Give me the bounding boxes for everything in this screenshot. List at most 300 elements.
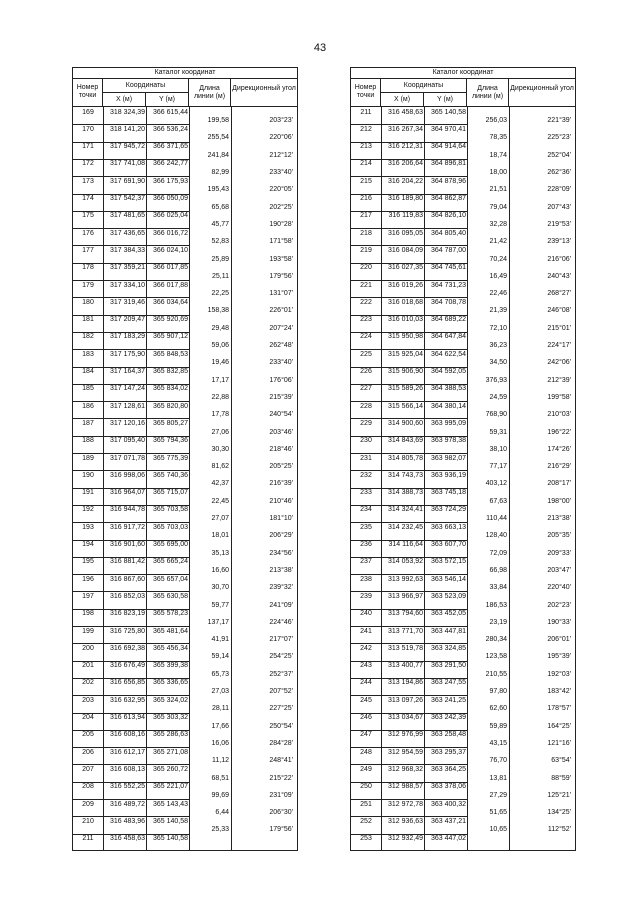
coord-x: 314 805,78: [387, 454, 423, 462]
catalog-body: [350, 107, 576, 851]
line-length: 19,46: [211, 359, 229, 367]
point-number: 225: [360, 350, 372, 358]
coord-x: 317 319,46: [109, 298, 145, 306]
coord-y: 366 371,65: [152, 143, 188, 151]
coord-y: 364 689,22: [430, 316, 466, 324]
line-length: 6,44: [215, 809, 229, 817]
direction-angle: 134°25': [547, 809, 571, 817]
coord-y: 365 695,00: [152, 541, 188, 548]
direction-angle: 220°40': [547, 584, 571, 592]
coord-y: 364 787,00: [430, 246, 466, 254]
coord-x: 316 018,68: [387, 298, 423, 306]
direction-angle: 195°39': [547, 653, 571, 661]
point-number: 181: [82, 316, 94, 324]
point-number: 213: [360, 143, 372, 151]
point-number: 241: [360, 627, 372, 635]
coord-y: 364 592,05: [430, 368, 466, 375]
line-length: 18,01: [211, 532, 229, 540]
point-number: 192: [82, 506, 94, 514]
point-number: 208: [82, 783, 94, 791]
coord-x: 316 725,80: [109, 627, 145, 635]
coord-y: 364 878,96: [430, 177, 466, 185]
coord-x: 316 852,03: [109, 592, 145, 600]
coord-y: 365 271,08: [152, 748, 188, 756]
direction-angle: 240°43': [547, 272, 571, 280]
direction-angle: 262°48': [269, 342, 293, 350]
coordinate-catalog-right: [350, 67, 576, 851]
point-number: 173: [82, 177, 94, 185]
coord-x: 316 204,22: [387, 177, 423, 185]
point-number: 221: [360, 281, 372, 289]
point-number: 222: [360, 298, 372, 306]
direction-angle: 207°24': [269, 324, 293, 332]
header-x: X (м): [381, 93, 424, 107]
line-length: 22,46: [489, 290, 507, 298]
line-length: 41,91: [211, 636, 229, 644]
direction-angle: 112°52': [547, 826, 571, 834]
coord-x: 312 968,32: [387, 765, 423, 773]
coord-y: 363 745,18: [430, 489, 466, 497]
direction-angle: 174°26': [547, 445, 571, 453]
header-y: Y (м): [146, 93, 189, 107]
coord-y: 366 016,72: [152, 229, 188, 237]
coord-x: 317 128,61: [109, 402, 145, 410]
point-number: 231: [360, 454, 372, 462]
coord-y: 364 388,53: [430, 385, 466, 393]
point-number: 190: [82, 471, 94, 479]
coord-x: 316 267,34: [387, 125, 423, 133]
coord-y: 365 907,12: [152, 333, 188, 341]
coord-y: 366 536,24: [152, 125, 188, 133]
coord-y: 365 140,58: [152, 817, 188, 825]
direction-angle: 131°07': [269, 290, 293, 298]
coord-y: 364 970,41: [430, 125, 466, 133]
coord-y: 365 221,07: [152, 783, 188, 791]
catalog-body: [72, 107, 298, 851]
point-number: 246: [360, 714, 372, 721]
point-number: 228: [360, 402, 372, 410]
coord-x: 316 095,05: [387, 229, 423, 237]
line-length: 29,48: [211, 324, 229, 332]
coord-y: 363 324,85: [430, 644, 466, 652]
coord-x: 314 843,69: [387, 437, 423, 445]
coord-x: 316 901,60: [109, 541, 145, 548]
point-number: 236: [360, 541, 372, 548]
coord-x: 314 388,73: [387, 489, 423, 497]
line-length: 27,07: [211, 515, 229, 523]
line-length: 70,24: [489, 255, 507, 263]
coord-y: 365 775,39: [152, 454, 188, 462]
coord-x: 314 116,64: [388, 541, 423, 548]
line-length: 403,12: [485, 480, 507, 488]
line-length: 280,34: [485, 636, 507, 644]
direction-angle: 63°54': [551, 757, 571, 765]
coord-y: 366 050,09: [152, 195, 188, 202]
coord-y: 363 295,37: [430, 748, 466, 756]
direction-angle: 250°54': [269, 722, 293, 730]
line-length: 27,03: [211, 688, 229, 696]
point-number: 218: [360, 229, 372, 237]
coord-x: 317 095,40: [109, 437, 145, 445]
direction-angle: 209°33': [547, 549, 571, 557]
coord-x: 316 917,72: [109, 523, 145, 531]
point-number: 174: [82, 195, 94, 202]
coord-y: 365 794,36: [152, 437, 188, 445]
direction-angle: 254°25': [269, 653, 293, 661]
direction-angle: 203°47': [547, 566, 571, 574]
line-length: 34,50: [489, 359, 507, 367]
coord-y: 365 834,02: [152, 385, 188, 393]
point-number: 204: [82, 714, 94, 721]
point-number: 212: [360, 125, 372, 133]
line-length: 79,04: [489, 203, 507, 211]
line-length: 65,73: [211, 670, 229, 678]
line-length: 17,78: [211, 411, 229, 419]
line-length: 22,45: [211, 497, 229, 505]
point-number: 251: [360, 800, 372, 808]
coord-x: 313 519,78: [387, 644, 423, 652]
coord-x: 315 950,98: [387, 333, 423, 341]
header-x: X (м): [103, 93, 146, 107]
direction-angle: 212°12': [269, 151, 293, 159]
direction-angle: 202°23': [547, 601, 571, 609]
point-number: 252: [360, 817, 372, 825]
coord-x: 312 972,78: [387, 800, 423, 808]
line-length: 82,99: [211, 169, 229, 177]
direction-angle: 219°53': [547, 220, 571, 228]
point-number: 215: [360, 177, 372, 185]
line-length: 52,83: [211, 238, 229, 246]
line-length: 768,90: [485, 411, 507, 419]
point-number: 177: [82, 246, 94, 254]
point-number: 240: [360, 610, 372, 618]
direction-angle: 216°39': [269, 480, 293, 488]
coord-x: 317 209,47: [109, 316, 145, 324]
line-length: 25,33: [211, 826, 229, 834]
direction-angle: 227°25': [269, 705, 293, 713]
coord-y: 365 832,85: [152, 368, 188, 375]
coord-y: 365 578,23: [152, 610, 188, 618]
direction-angle: 179°56': [269, 272, 293, 280]
coord-x: 316 608,13: [109, 765, 145, 773]
direction-angle: 220°06': [269, 134, 293, 142]
point-number: 197: [82, 592, 94, 600]
direction-angle: 206°01': [547, 636, 571, 644]
coord-y: 363 447,81: [430, 627, 466, 635]
line-length: 16,60: [211, 566, 229, 574]
line-length: 59,14: [211, 653, 229, 661]
direction-angle: 88°59': [551, 774, 571, 782]
line-length: 36,23: [489, 342, 507, 350]
coord-y: 365 920,69: [152, 316, 188, 324]
coord-x: 316 656,85: [109, 679, 145, 687]
coord-y: 363 291,50: [430, 662, 466, 670]
coord-x: 318 141,20: [109, 125, 145, 133]
coord-y: 364 805,40: [430, 229, 466, 237]
point-number: 235: [360, 523, 372, 531]
point-number: 171: [82, 143, 94, 151]
direction-angle: 206°30': [269, 809, 293, 817]
point-number: 219: [360, 246, 372, 254]
point-number: 249: [360, 765, 372, 773]
coord-x: 318 324,39: [109, 108, 145, 116]
point-number: 185: [82, 385, 94, 393]
coord-y: 364 380,14: [430, 402, 466, 410]
direction-angle: 202°25': [269, 203, 293, 211]
coord-x: 316 084,09: [387, 246, 423, 254]
coord-y: 364 914,64: [430, 143, 466, 151]
point-number: 179: [82, 281, 94, 289]
direction-angle: 164°25': [547, 722, 571, 730]
direction-angle: 203°46': [269, 428, 293, 436]
line-length: 17,17: [211, 376, 229, 384]
coord-y: 363 452,05: [430, 610, 466, 618]
coord-x: 315 566,14: [387, 402, 423, 410]
direction-angle: 224°46': [269, 618, 293, 626]
line-length: 38,10: [489, 445, 507, 453]
line-length: 59,06: [211, 342, 229, 350]
point-number: 194: [82, 541, 94, 548]
direction-angle: 178°57': [547, 705, 571, 713]
coord-y: 363 995,09: [430, 419, 466, 427]
point-number: 211: [82, 835, 94, 843]
coord-y: 364 708,78: [430, 298, 466, 306]
coordinate-catalog-left: [72, 67, 298, 851]
line-length: 25,11: [212, 272, 229, 280]
coord-y: 363 258,48: [430, 731, 466, 739]
line-length: 65,68: [211, 203, 229, 211]
direction-angle: 284°28': [269, 739, 293, 747]
direction-angle: 252°04': [547, 151, 571, 159]
line-length: 66,98: [489, 566, 507, 574]
direction-angle: 179°56': [269, 826, 293, 834]
direction-angle: 262°36': [547, 169, 571, 177]
line-length: 10,65: [489, 826, 507, 834]
coord-y: 365 703,58: [152, 506, 188, 514]
direction-angle: 246°08': [547, 307, 571, 315]
line-length: 72,10: [489, 324, 507, 332]
line-length: 22,25: [211, 290, 229, 298]
coord-y: 365 820,80: [152, 402, 188, 410]
header-point-number: Номер точки: [73, 79, 103, 107]
direction-angle: 234°56': [269, 549, 293, 557]
point-number: 189: [82, 454, 94, 462]
coord-y: 365 140,58: [430, 108, 466, 116]
point-number: 184: [82, 368, 94, 375]
direction-angle: 210°46': [269, 497, 293, 505]
line-length: 195,43: [207, 186, 229, 194]
catalog-title: Каталог координат: [350, 67, 576, 78]
coord-y: 363 663,13: [430, 523, 466, 531]
line-length: 21,51: [489, 186, 507, 194]
direction-angle: 206°29': [269, 532, 293, 540]
point-number: 244: [360, 679, 372, 687]
direction-angle: 215°01': [547, 324, 571, 332]
coord-x: 314 743,73: [387, 471, 423, 479]
coord-y: 363 607,70: [430, 541, 466, 548]
coord-y: 366 017,85: [152, 264, 188, 272]
line-length: 77,17: [489, 463, 507, 471]
point-number: 234: [360, 506, 372, 514]
line-length: 67,63: [489, 497, 507, 505]
line-length: 241,84: [207, 151, 229, 159]
point-number: 230: [360, 437, 372, 445]
direction-angle: 183°42': [547, 688, 571, 696]
coord-y: 366 024,10: [152, 246, 188, 254]
coord-y: 365 630,58: [152, 592, 188, 600]
coord-y: 364 647,84: [430, 333, 466, 341]
direction-angle: 218°46': [269, 445, 293, 453]
point-number: 180: [82, 298, 94, 306]
point-number: 243: [360, 662, 372, 670]
line-length: 33,84: [489, 584, 507, 592]
direction-angle: 210°03': [547, 411, 571, 419]
point-number: 223: [360, 316, 372, 324]
point-number: 207: [82, 765, 94, 773]
direction-angle: 216°29': [547, 463, 571, 471]
point-number: 217: [360, 212, 372, 220]
coord-x: 316 632,95: [109, 696, 145, 704]
coord-x: 317 175,90: [109, 350, 145, 358]
point-number: 250: [360, 783, 372, 791]
coord-y: 365 303,32: [152, 714, 188, 721]
coord-y: 363 400,32: [430, 800, 466, 808]
point-number: 199: [82, 627, 94, 635]
coord-x: 314 232,45: [387, 523, 423, 531]
coord-x: 315 589,26: [387, 385, 423, 393]
coord-y: 365 848,53: [152, 350, 188, 358]
line-length: 24,59: [489, 393, 507, 401]
line-length: 110,44: [486, 515, 507, 523]
coord-x: 312 932,49: [387, 835, 423, 843]
coord-x: 316 676,49: [109, 662, 145, 670]
line-length: 45,77: [211, 220, 229, 228]
line-length: 51,65: [489, 809, 507, 817]
direction-angle: 226°01': [269, 307, 293, 315]
coord-y: 365 715,07: [152, 489, 188, 497]
coord-y: 365 481,64: [152, 627, 188, 635]
coord-x: 314 324,41: [387, 506, 423, 514]
coord-x: 315 906,90: [387, 368, 423, 375]
direction-angle: 228°09': [547, 186, 571, 194]
coord-x: 316 206,64: [387, 160, 423, 168]
line-length: 78,35: [489, 134, 507, 142]
line-length: 27,06: [211, 428, 229, 436]
coord-x: 317 147,24: [109, 385, 145, 393]
line-length: 97,80: [489, 688, 507, 696]
line-length: 76,70: [489, 757, 507, 765]
point-number: 196: [82, 575, 94, 583]
direction-angle: 193°58': [269, 255, 293, 263]
coord-y: 364 745,61: [430, 264, 466, 272]
direction-angle: 233°40': [269, 359, 293, 367]
point-number: 178: [82, 264, 94, 272]
line-length: 81,62: [211, 463, 229, 471]
coord-y: 363 447,02: [430, 835, 466, 843]
coord-y: 363 378,06: [430, 783, 466, 791]
point-number: 216: [360, 195, 372, 202]
point-number: 198: [82, 610, 94, 618]
direction-angle: 205°25': [269, 463, 293, 471]
line-length: 59,89: [489, 722, 507, 730]
coord-x: 317 542,37: [109, 195, 145, 202]
coord-x: 317 945,72: [109, 143, 145, 151]
direction-angle: 220°05': [269, 186, 293, 194]
catalog-title: Каталог координат: [72, 67, 298, 78]
line-length: 23,19: [489, 618, 507, 626]
coord-x: 317 741,08: [109, 160, 145, 168]
coord-x: 314 053,92: [387, 558, 423, 566]
direction-angle: 207°43': [547, 203, 571, 211]
coord-x: 316 608,16: [109, 731, 145, 739]
point-number: 211: [360, 108, 372, 116]
coord-x: 316 998,06: [109, 471, 145, 479]
header-y: Y (м): [424, 93, 467, 107]
direction-angle: 221°39': [547, 117, 571, 125]
coord-y: 365 143,43: [152, 800, 188, 808]
line-length: 42,37: [211, 480, 229, 488]
direction-angle: 268°27': [547, 290, 571, 298]
line-length: 128,40: [485, 532, 507, 540]
direction-angle: 205°35': [547, 532, 571, 540]
coord-y: 366 242,77: [152, 160, 188, 168]
header-point-number: Номер точки: [351, 79, 381, 107]
direction-angle: 125°21': [547, 791, 571, 799]
coord-x: 317 359,21: [109, 264, 145, 272]
coord-y: 365 286,63: [152, 731, 188, 739]
coord-x: 317 164,37: [109, 368, 145, 375]
coord-x: 316 964,07: [109, 489, 145, 497]
direction-angle: 252°37': [269, 670, 293, 678]
point-number: 220: [360, 264, 372, 272]
line-length: 255,54: [207, 134, 229, 142]
direction-angle: 233°40': [269, 169, 293, 177]
direction-angle: 242°06': [547, 359, 571, 367]
direction-angle: 248°41': [269, 757, 293, 765]
coord-x: 317 481,65: [109, 212, 145, 220]
coord-x: 313 097,26: [387, 696, 423, 704]
line-length: 376,93: [485, 376, 507, 384]
direction-angle: 121°16': [547, 739, 571, 747]
coord-y: 364 731,23: [430, 281, 466, 289]
line-length: 11,12: [212, 757, 229, 765]
line-length: 62,60: [489, 705, 507, 713]
point-number: 172: [82, 160, 94, 168]
line-length: 59,31: [489, 428, 507, 436]
coord-y: 366 025,04: [152, 212, 188, 220]
direction-angle: 239°13': [547, 238, 571, 246]
point-number: 169: [82, 108, 94, 116]
direction-angle: 216°06': [547, 255, 571, 263]
direction-angle: 213°38': [269, 566, 293, 574]
line-length: 16,06: [211, 739, 229, 747]
coord-x: 317 071,78: [109, 454, 145, 462]
coord-x: 316 019,26: [387, 281, 423, 289]
line-length: 18,00: [489, 169, 507, 177]
point-number: 206: [82, 748, 94, 756]
coord-x: 316 612,17: [109, 748, 145, 756]
point-number: 253: [360, 835, 372, 843]
line-length: 59,77: [211, 601, 229, 609]
direction-angle: 215°39': [269, 393, 293, 401]
point-number: 245: [360, 696, 372, 704]
coord-x: 316 189,80: [387, 195, 423, 202]
point-number: 227: [360, 385, 372, 393]
coord-x: 316 212,31: [387, 143, 423, 151]
direction-angle: 176°06': [269, 376, 293, 384]
point-number: 247: [360, 731, 372, 739]
point-number: 226: [360, 368, 372, 375]
